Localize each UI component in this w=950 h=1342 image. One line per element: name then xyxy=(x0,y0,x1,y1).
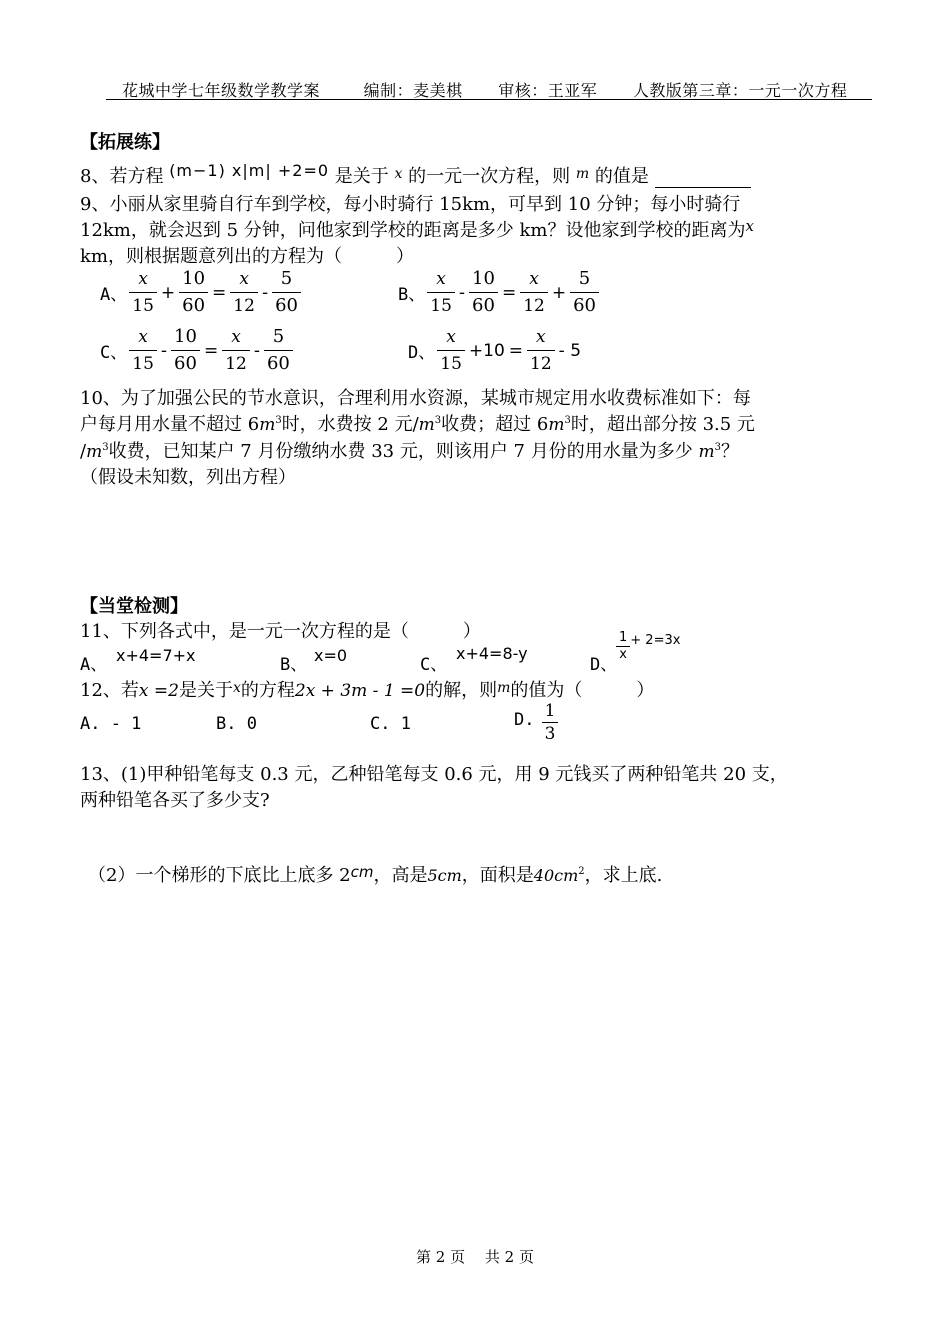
q13-text: ，面积是 xyxy=(461,865,534,886)
q12-text: 12、若 xyxy=(80,680,139,701)
q13-area: 40cm xyxy=(533,866,579,885)
operator: + xyxy=(160,282,176,303)
equals-sign: = xyxy=(508,340,524,361)
q9-option-d[interactable] xyxy=(408,324,583,377)
fraction: $\frac{x}{15}$ xyxy=(129,266,157,319)
q13-height: 5cm xyxy=(427,866,462,885)
q13-text: ，高是 xyxy=(373,865,428,886)
q10-text: ？ xyxy=(720,441,739,462)
q8-var-x: x xyxy=(394,166,403,182)
q9-option-c[interactable] xyxy=(100,324,295,377)
fraction: $\frac{10}{60}$ xyxy=(171,324,200,377)
question-11-stem: 11、下列各式中，是一元一次方程的是（ ） xyxy=(80,621,481,642)
q12-option-d[interactable]: D. $\frac{1}{3}$ xyxy=(514,700,560,745)
fraction: $\frac{10}{60}$ xyxy=(179,266,208,319)
question-12-stem xyxy=(80,676,654,702)
option-label: B、 xyxy=(398,285,426,305)
q8-mid2: 的一元一次方程，则 xyxy=(408,166,571,187)
unit-m: m xyxy=(259,415,276,435)
q12-option-b[interactable]: B. 0 xyxy=(216,714,257,734)
operator: +10 xyxy=(468,340,505,361)
q12-option-c[interactable]: C. 1 xyxy=(370,714,411,734)
fraction: $\frac{x}{15}$ xyxy=(437,324,465,377)
question-10-line4: （假设未知数，列出方程） xyxy=(80,467,296,488)
q11-option-a[interactable]: x+4=7+x xyxy=(116,646,196,665)
q12-text: 的值为（ ） xyxy=(510,680,655,701)
fraction: $\frac{x}{12}$ xyxy=(222,324,250,377)
option-label: D、 xyxy=(408,343,436,363)
q12-option-a[interactable]: A. - 1 xyxy=(80,714,142,734)
q12-text: 的解，则 xyxy=(425,680,498,701)
fraction: $\frac{5}{60}$ xyxy=(264,324,293,377)
q11-option-d[interactable]: $\frac{1}{x}$ + 2=3x xyxy=(616,630,680,663)
fraction: $\frac{x}{12}$ xyxy=(230,266,258,319)
header-reviewer: 审核：王亚军 xyxy=(498,81,598,100)
q10-text: 时，水费按 2 元/ xyxy=(281,414,419,435)
q13-text: ，求上底. xyxy=(584,865,663,886)
header-editor: 编制：麦美棋 xyxy=(363,81,463,100)
question-8 xyxy=(80,162,751,188)
q10-text: / xyxy=(80,441,87,462)
option-label: A、 xyxy=(100,285,128,305)
fraction: $\frac{x}{12}$ xyxy=(527,324,555,377)
question-9-line3: km，则根据题意列出的方程为（ ） xyxy=(80,246,414,267)
header-rule xyxy=(106,99,872,100)
equals-sign: = xyxy=(212,282,227,303)
fraction: $\frac{5}{60}$ xyxy=(272,266,301,319)
q13-text: （2）一个梯形的下底比上底多 2 xyxy=(88,865,351,886)
fraction: $\frac{10}{60}$ xyxy=(469,266,498,319)
operator: - xyxy=(261,282,269,303)
q8-answer-blank[interactable] xyxy=(655,169,751,188)
fraction: $\frac{x}{15}$ xyxy=(129,324,157,377)
operator: - xyxy=(160,340,168,361)
q9-option-a[interactable] xyxy=(100,266,303,319)
unit-m: m xyxy=(548,415,565,435)
unit-m: m xyxy=(418,415,435,435)
q9-option-b[interactable] xyxy=(398,266,601,319)
header-school: 花城中学七年级数学教学案 xyxy=(122,81,321,100)
operator: - 5 xyxy=(558,340,582,361)
fraction: $\frac{x}{15}$ xyxy=(427,266,455,319)
unit-m: m xyxy=(86,442,103,462)
q12-condition: x =2 xyxy=(138,681,179,701)
q11-option-b[interactable]: x=0 xyxy=(314,646,348,665)
option-label: D、 xyxy=(590,655,618,675)
unit-m: m xyxy=(698,442,715,462)
fraction: $\frac{5}{60}$ xyxy=(570,266,599,319)
section-title-extension: 【拓展练】 xyxy=(80,132,170,153)
question-10-line1: 10、为了加强公民的节水意识，合理利用水资源，某城市规定用水收费标准如下：每 xyxy=(80,388,751,409)
question-13-part2: （2）一个梯形的下底比上底多 $2^{cm}$，高是5cm，面积是$40cm^2$，求上底. xyxy=(88,863,663,886)
question-10-line2: 户每月用水量不超过 $6m^3$时，水费按 2 元$/m^3$收费；超过 $6m^3$时，超出部分按 3.5 元 xyxy=(80,414,755,435)
q12-text: 的方程 xyxy=(240,680,295,701)
header-chapter: 人教版第三章：一元一次方程 xyxy=(632,81,848,100)
page-footer: 第 2 页 共 2 页 xyxy=(416,1248,534,1266)
q12-var-x: x xyxy=(232,680,241,696)
q8-pre: 8、若方程 xyxy=(80,166,164,187)
q10-text: 时，超出部分按 3.5 元 xyxy=(570,414,755,435)
operator: + xyxy=(551,282,567,303)
equals-sign: = xyxy=(501,282,517,303)
q11-option-c[interactable]: x+4=8-y xyxy=(456,644,528,663)
unit-cm: cm xyxy=(350,863,374,881)
option-label: B、 xyxy=(280,655,308,675)
question-10-line3: $/m^3$收费，已知某户 7 月份缴纳水费 33 元，则该用户 7 月份的用水量为多少 $m^3$？ xyxy=(80,441,739,462)
operator: - xyxy=(458,282,466,303)
q8-formula: (m−1) x|m| +2=0 xyxy=(169,161,330,180)
q9-var-x: x xyxy=(745,217,754,235)
q8-mid: 是关于 xyxy=(334,166,389,187)
operator: - xyxy=(253,340,260,361)
option-label: A、 xyxy=(80,655,108,675)
fraction: $\frac{x}{12}$ xyxy=(520,266,548,319)
q12-options xyxy=(80,701,600,752)
option-label: C、 xyxy=(420,655,448,675)
question-9-line2 xyxy=(80,216,754,242)
page-header xyxy=(108,78,870,101)
question-13-line2: 两种铅笔各买了多少支? xyxy=(80,790,270,811)
q10-text: 收费；超过 6 xyxy=(441,414,549,435)
q10-text: 户每月用水量不超过 6 xyxy=(80,414,260,435)
equals-sign: = xyxy=(203,340,219,361)
q10-text: 收费，已知某户 7 月份缴纳水费 33 元，则该用户 7 月份的用水量为多少 xyxy=(108,441,693,462)
q12-equation: 2x + 3m - 1 =0 xyxy=(294,681,426,701)
section-title-class-check: 【当堂检测】 xyxy=(80,596,188,617)
q8-var-m: m xyxy=(575,166,590,182)
option-label: C、 xyxy=(100,343,128,363)
question-13-line1: 13、(1)甲种铅笔每支 0.3 元，乙种铅笔每支 0.6 元，用 9 元钱买了两种铅笔共 20 支， xyxy=(80,764,788,785)
q9-line2-text: 12km，就会迟到 5 分钟，问他家到学校的距离是多少 km？设他家到学校的距离为 xyxy=(80,220,746,241)
q8-post: 的值是 xyxy=(594,166,649,187)
q12-var-m: m xyxy=(497,680,511,696)
q12-text: 是关于 xyxy=(178,680,233,701)
question-9-line1: 9、小丽从家里骑自行车到学校，每小时骑行 15km，可早到 10 分钟；每小时骑行 xyxy=(80,194,741,215)
